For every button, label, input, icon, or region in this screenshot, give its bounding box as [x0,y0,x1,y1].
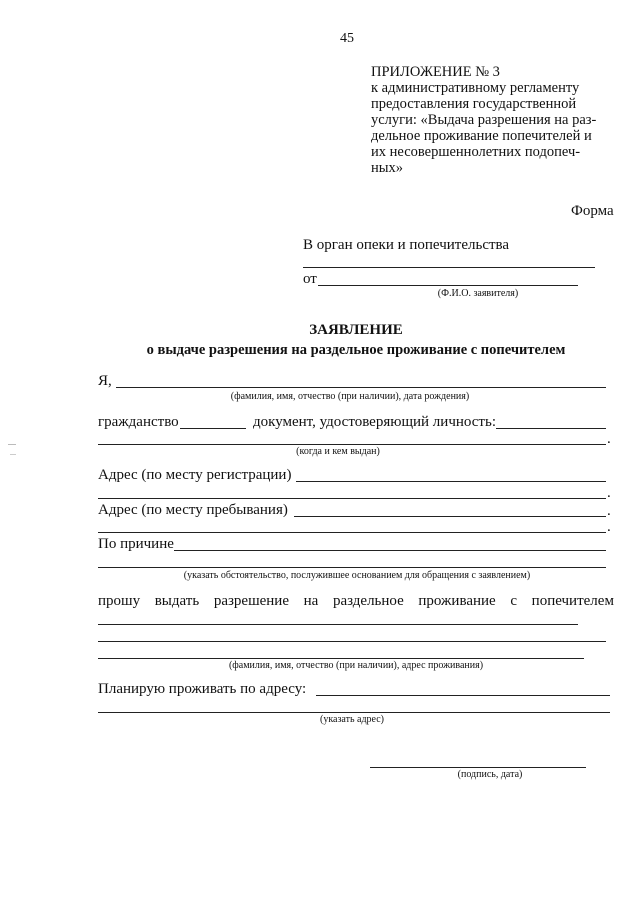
page-number: 45 [340,31,354,46]
stay-address-line-2[interactable] [98,532,606,533]
planned-address-label: Планирую проживать по адресу: [98,681,307,697]
request-word: на [303,593,319,609]
addressee-from-label: от [303,271,317,287]
annex-line: услуги: «Выдача разрешения на раз- [371,112,597,128]
request-text [98,593,614,610]
request-word: проживание [418,593,496,609]
reason-line[interactable] [174,550,606,551]
planned-address-line[interactable] [316,695,610,696]
planned-address-caption: (указать адрес) [319,714,385,725]
id-document-line[interactable] [496,428,606,429]
applicant-full-name-line[interactable] [116,387,606,388]
ya-label: Я, [98,373,112,389]
annex-title: ПРИЛОЖЕНИЕ № 3 [371,64,500,80]
scan-speck [10,454,16,455]
addressee-org-line[interactable] [303,267,595,268]
document-title: ЗАЯВЛЕНИЕ [309,322,403,338]
planned-address-line-2[interactable] [98,712,610,713]
request-word: разрешение [213,593,289,609]
stay-address-label: Адрес (по месту пребывания) [98,502,288,518]
guardian-caption: (фамилия, имя, отчество (при наличии), адрес проживания) [228,660,484,671]
annex-line: ных» [371,160,404,176]
annex-line: их несовершеннолетних подопеч- [371,144,581,160]
period: . [607,431,611,447]
scan-speck [8,444,16,445]
request-word: прошу [98,593,141,609]
form-label: Форма [571,203,614,219]
applicant-full-name-caption: (фамилия, имя, отчество (при наличии), дата рождения) [230,391,470,402]
citizenship-line[interactable] [180,428,246,429]
id-document-label: документ, удостоверяющий личность: [253,414,496,430]
annex-line: предоставления государственной [371,96,577,112]
guardian-line-3[interactable] [98,658,584,659]
addressee-to: В орган опеки и попечительства [303,237,510,253]
reason-line-2[interactable] [98,567,606,568]
document-subtitle: о выдаче разрешения на раздельное проживание с попечителем [146,342,566,358]
annex-block [371,64,596,176]
guardian-line-1[interactable] [98,624,578,625]
period: . [607,519,611,535]
stay-address-line[interactable] [294,516,606,517]
signature-line[interactable] [370,767,586,768]
request-word: с [510,593,518,609]
annex-line: к административному регламенту [371,80,580,96]
reason-caption: (указать обстоятельство, послужившее основанием для обращения с заявлением) [183,570,531,581]
reg-address-line-2[interactable] [98,498,606,499]
request-word: попечителем [531,593,614,609]
reg-address-label: Адрес (по месту регистрации) [98,467,292,483]
guardian-line-2[interactable] [98,641,606,642]
reason-label: По причине [98,536,174,552]
period: . [607,485,611,501]
annex-line: дельное проживание попечителей и [371,128,592,144]
request-word: выдать [154,593,200,609]
id-issued-caption: (когда и кем выдан) [296,446,380,457]
id-issued-line[interactable] [98,444,606,445]
reg-address-line[interactable] [296,481,606,482]
signature-caption: (подпись, дата) [457,769,523,780]
applicant-name-line[interactable] [318,285,578,286]
request-word: раздельное [332,593,404,609]
applicant-name-caption: (Ф.И.О. заявителя) [437,288,519,299]
citizenship-label: гражданство [98,414,179,430]
period: . [607,503,611,519]
